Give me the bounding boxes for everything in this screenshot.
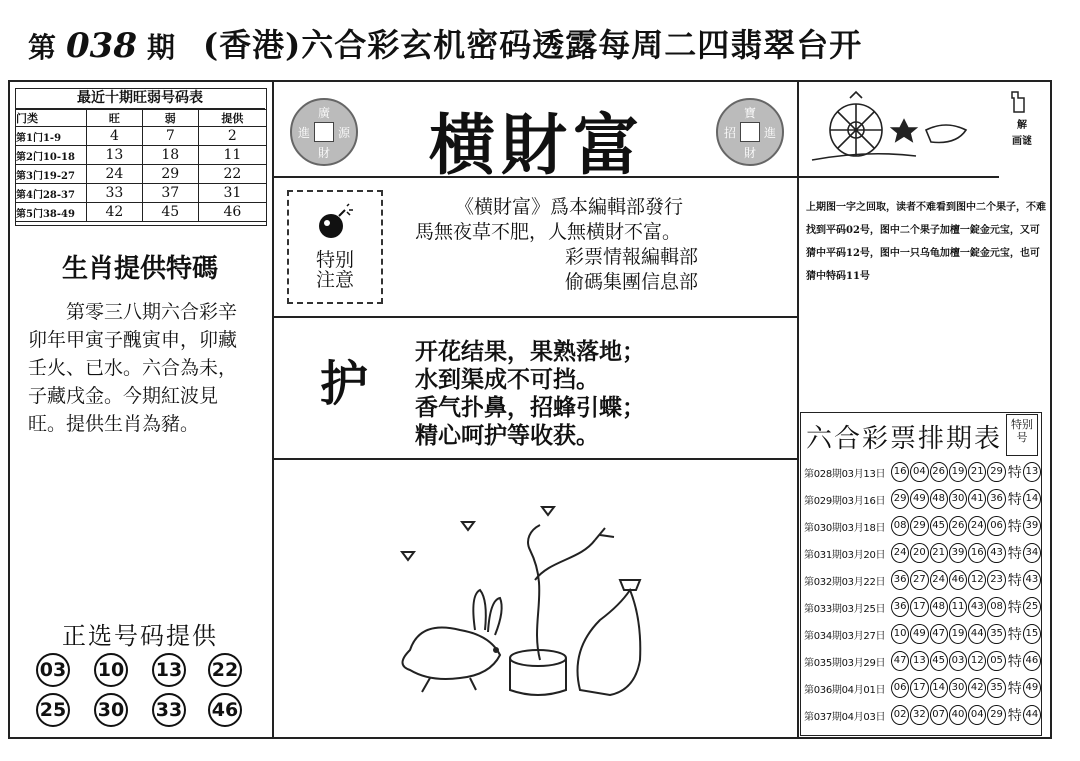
draw-ball: 21 xyxy=(930,543,948,563)
special-ball: 25 xyxy=(1023,597,1041,617)
pick-number: 13 xyxy=(152,653,186,687)
special-mark: 特 xyxy=(1007,654,1022,670)
row-label: 第4门28-37 xyxy=(16,184,87,203)
special-number-label: 特别 号 xyxy=(1006,414,1038,456)
table-cell: 42 xyxy=(87,203,143,222)
draw-ball: 30 xyxy=(949,678,967,698)
draw-ball: 39 xyxy=(949,543,967,563)
intro-line: 《横財富》爲本編輯部發行 xyxy=(455,196,684,218)
history-col-header: 门类 xyxy=(16,110,87,127)
special-mark: 特 xyxy=(1007,681,1022,697)
draw-ball: 24 xyxy=(968,516,986,536)
row-label: 第2门10-18 xyxy=(16,146,87,165)
intro-line: 馬無夜草不肥，人無横財不富。 xyxy=(415,221,682,243)
draw-ball: 35 xyxy=(987,624,1005,644)
draw-ball: 47 xyxy=(891,651,909,671)
table-cell: 13 xyxy=(87,146,143,165)
divider-poem xyxy=(274,458,797,460)
table-cell: 29 xyxy=(142,165,198,184)
lottery-row xyxy=(804,569,1042,591)
special-mark: 特 xyxy=(1007,573,1022,589)
draw-ball: 45 xyxy=(930,651,948,671)
table-cell: 4 xyxy=(87,127,143,146)
draw-ball: 32 xyxy=(910,705,928,725)
draw-ball: 46 xyxy=(949,570,967,590)
pick-number: 30 xyxy=(94,693,128,727)
poem-line: 香气扑鼻，招蜂引蝶； xyxy=(415,395,645,421)
draw-ball: 11 xyxy=(949,597,967,617)
table-row xyxy=(16,165,267,184)
table-cell: 33 xyxy=(87,184,143,203)
special-mark: 特 xyxy=(1007,546,1022,562)
draw-ball: 35 xyxy=(987,678,1005,698)
draw-ball: 26 xyxy=(930,462,948,482)
table-cell: 37 xyxy=(142,184,198,203)
lottery-row xyxy=(804,488,1042,510)
draw-ball: 12 xyxy=(968,570,986,590)
divider-notice xyxy=(274,316,797,318)
draw-ball: 07 xyxy=(930,705,948,725)
zodiac-title: 生肖提供特碼 xyxy=(61,254,218,284)
special-ball: 13 xyxy=(1023,462,1041,482)
draw-label: 第032期03月22日 xyxy=(804,576,886,588)
draw-ball: 29 xyxy=(987,462,1005,482)
draw-ball: 49 xyxy=(910,489,928,509)
pick-number: 22 xyxy=(208,653,242,687)
lottery-row xyxy=(804,623,1042,645)
draw-label: 第028期03月13日 xyxy=(804,468,886,480)
draw-label: 第029期03月16日 xyxy=(804,495,886,507)
draw-ball: 06 xyxy=(987,516,1005,536)
table-cell: 24 xyxy=(87,165,143,184)
special-mark: 特 xyxy=(1007,519,1022,535)
divider-left xyxy=(272,82,274,737)
riddle-text: 上期图一字之回取，读者不难看到图中二个果子，不难找到平码02号，图中二个果子加檀一錠金元宝，又可猜中平码12号，图中一只乌龟加檀一錠金元宝，也可猜中特码11号 xyxy=(806,202,1046,282)
draw-label: 第033期03月25日 xyxy=(804,603,886,615)
draw-ball: 16 xyxy=(968,543,986,563)
pick-number: 33 xyxy=(152,693,186,727)
draw-ball: 36 xyxy=(987,489,1005,509)
special-ball: 44 xyxy=(1023,705,1041,725)
table-cell: 22 xyxy=(198,165,266,184)
draw-ball: 45 xyxy=(930,516,948,536)
special-ball: 39 xyxy=(1023,516,1041,536)
lottery-row xyxy=(804,542,1042,564)
page-title: (香港)六合彩玄机密码透露每周二四翡翠台开 xyxy=(203,26,863,64)
draw-ball: 47 xyxy=(930,624,948,644)
draw-ball: 21 xyxy=(968,462,986,482)
poem xyxy=(415,338,645,450)
draw-ball: 19 xyxy=(949,624,967,644)
table-row xyxy=(16,146,267,165)
table-row xyxy=(16,127,267,146)
draw-ball: 06 xyxy=(891,678,909,698)
lottery-row xyxy=(804,650,1042,672)
special-ball: 46 xyxy=(1023,651,1041,671)
issue-number: 038 xyxy=(66,26,137,66)
draw-ball: 48 xyxy=(930,489,948,509)
intro-line: 偷碼集團信息部 xyxy=(565,271,699,293)
special-mark: 特 xyxy=(1007,600,1022,616)
notice-label: 特别 注意 xyxy=(315,249,354,291)
draw-ball: 41 xyxy=(968,489,986,509)
zodiac-text: 第零三八期六合彩辛卯年甲寅子醜寅申，卯藏壬火、已水。六合為未，子藏戌金。今期紅波見旺。提供生肖為豬。 xyxy=(28,301,238,435)
draw-ball: 30 xyxy=(949,489,967,509)
draw-ball: 44 xyxy=(968,624,986,644)
table-row xyxy=(16,184,267,203)
lottery-row xyxy=(804,704,1042,726)
draw-ball: 12 xyxy=(968,651,986,671)
issue-prefix: 第 xyxy=(28,31,57,64)
special-ball: 15 xyxy=(1023,624,1041,644)
issue-suffix: 期 xyxy=(147,31,176,64)
special-ball: 14 xyxy=(1023,489,1041,509)
draw-ball: 05 xyxy=(987,651,1005,671)
draw-ball: 40 xyxy=(949,705,967,725)
special-ball: 49 xyxy=(1023,678,1041,698)
riddle-picture xyxy=(806,90,986,170)
draw-ball: 36 xyxy=(891,597,909,617)
draw-ball: 27 xyxy=(910,570,928,590)
draw-ball: 08 xyxy=(987,597,1005,617)
lottery-row xyxy=(804,596,1042,618)
lottery-row xyxy=(804,677,1042,699)
draw-ball: 17 xyxy=(910,678,928,698)
draw-ball: 29 xyxy=(910,516,928,536)
draw-ball: 17 xyxy=(910,597,928,617)
intro-text xyxy=(395,195,785,295)
draw-ball: 43 xyxy=(987,543,1005,563)
coin-icon: 寶 招 進 財 xyxy=(716,98,784,166)
history-col-header: 旺 xyxy=(87,110,143,127)
poem-line: 水到渠成不可挡。 xyxy=(415,367,599,393)
table-cell: 2 xyxy=(198,127,266,146)
brand-title: 横財富 xyxy=(429,106,645,184)
draw-ball: 43 xyxy=(968,597,986,617)
history-table xyxy=(15,109,267,222)
draw-ball: 29 xyxy=(987,705,1005,725)
row-label: 第1门1-9 xyxy=(16,127,87,146)
pick-number: 25 xyxy=(36,693,70,727)
draw-ball: 48 xyxy=(930,597,948,617)
history-col-header: 弱 xyxy=(142,110,198,127)
poem-line: 精心呵护等收获。 xyxy=(415,423,599,449)
row-label: 第5门38-49 xyxy=(16,203,87,222)
draw-ball: 29 xyxy=(891,489,909,509)
draw-ball: 03 xyxy=(949,651,967,671)
draw-label: 第037期04月03日 xyxy=(804,711,886,723)
table-row xyxy=(16,203,267,222)
table-cell: 31 xyxy=(198,184,266,203)
coin-icon: 廣 進 源 財 xyxy=(290,98,358,166)
special-mark: 特 xyxy=(1007,465,1022,481)
riddle-label: 解 画谜 xyxy=(1012,120,1032,147)
special-mark: 特 xyxy=(1007,708,1022,724)
history-col-header: 提供 xyxy=(198,110,266,127)
draw-label: 第034期03月27日 xyxy=(804,630,886,642)
draw-ball: 14 xyxy=(930,678,948,698)
draw-ball: 24 xyxy=(930,570,948,590)
draw-ball: 08 xyxy=(891,516,909,536)
draw-ball: 24 xyxy=(891,543,909,563)
divider-riddle xyxy=(799,176,999,178)
table-cell: 11 xyxy=(198,146,266,165)
special-notice-box xyxy=(287,190,383,304)
intro-line: 彩票情報編輯部 xyxy=(565,246,699,268)
draw-ball: 13 xyxy=(910,651,928,671)
rabbit-tree-illustration xyxy=(380,500,680,720)
special-mark: 特 xyxy=(1007,627,1022,643)
draw-label: 第035期03月29日 xyxy=(804,657,886,669)
draw-ball: 26 xyxy=(949,516,967,536)
picks-title: 正选号码提供 xyxy=(62,622,218,650)
special-ball: 34 xyxy=(1023,543,1041,563)
draw-label: 第036期04月01日 xyxy=(804,684,886,696)
table-cell: 18 xyxy=(142,146,198,165)
draw-ball: 49 xyxy=(910,624,928,644)
draw-ball: 10 xyxy=(891,624,909,644)
draw-ball: 02 xyxy=(891,705,909,725)
bomb-icon xyxy=(315,202,355,242)
history-title: 最近十期旺弱号码表 xyxy=(15,88,265,109)
draw-label: 第030期03月18日 xyxy=(804,522,886,534)
page-header xyxy=(28,22,1028,66)
table-cell: 46 xyxy=(198,203,266,222)
draw-ball: 19 xyxy=(949,462,967,482)
divider-right xyxy=(797,82,799,737)
pick-number: 10 xyxy=(94,653,128,687)
lottery-row xyxy=(804,515,1042,537)
special-mark: 特 xyxy=(1007,492,1022,508)
draw-ball: 23 xyxy=(987,570,1005,590)
draw-ball: 16 xyxy=(891,462,909,482)
pick-number: 46 xyxy=(208,693,242,727)
lottery-row xyxy=(804,461,1042,483)
poem-line: 开花结果，果熟落地； xyxy=(415,339,645,365)
pick-number: 03 xyxy=(36,653,70,687)
lottery-title: 六合彩票排期表 xyxy=(806,424,1003,454)
protect-character: 护 xyxy=(320,356,369,412)
draw-ball: 04 xyxy=(910,462,928,482)
row-label: 第3门19-27 xyxy=(16,165,87,184)
draw-ball: 04 xyxy=(968,705,986,725)
draw-label: 第031期03月20日 xyxy=(804,549,886,561)
table-cell: 45 xyxy=(142,203,198,222)
draw-ball: 20 xyxy=(910,543,928,563)
draw-ball: 42 xyxy=(968,678,986,698)
draw-ball: 36 xyxy=(891,570,909,590)
table-cell: 7 xyxy=(142,127,198,146)
special-ball: 43 xyxy=(1023,570,1041,590)
